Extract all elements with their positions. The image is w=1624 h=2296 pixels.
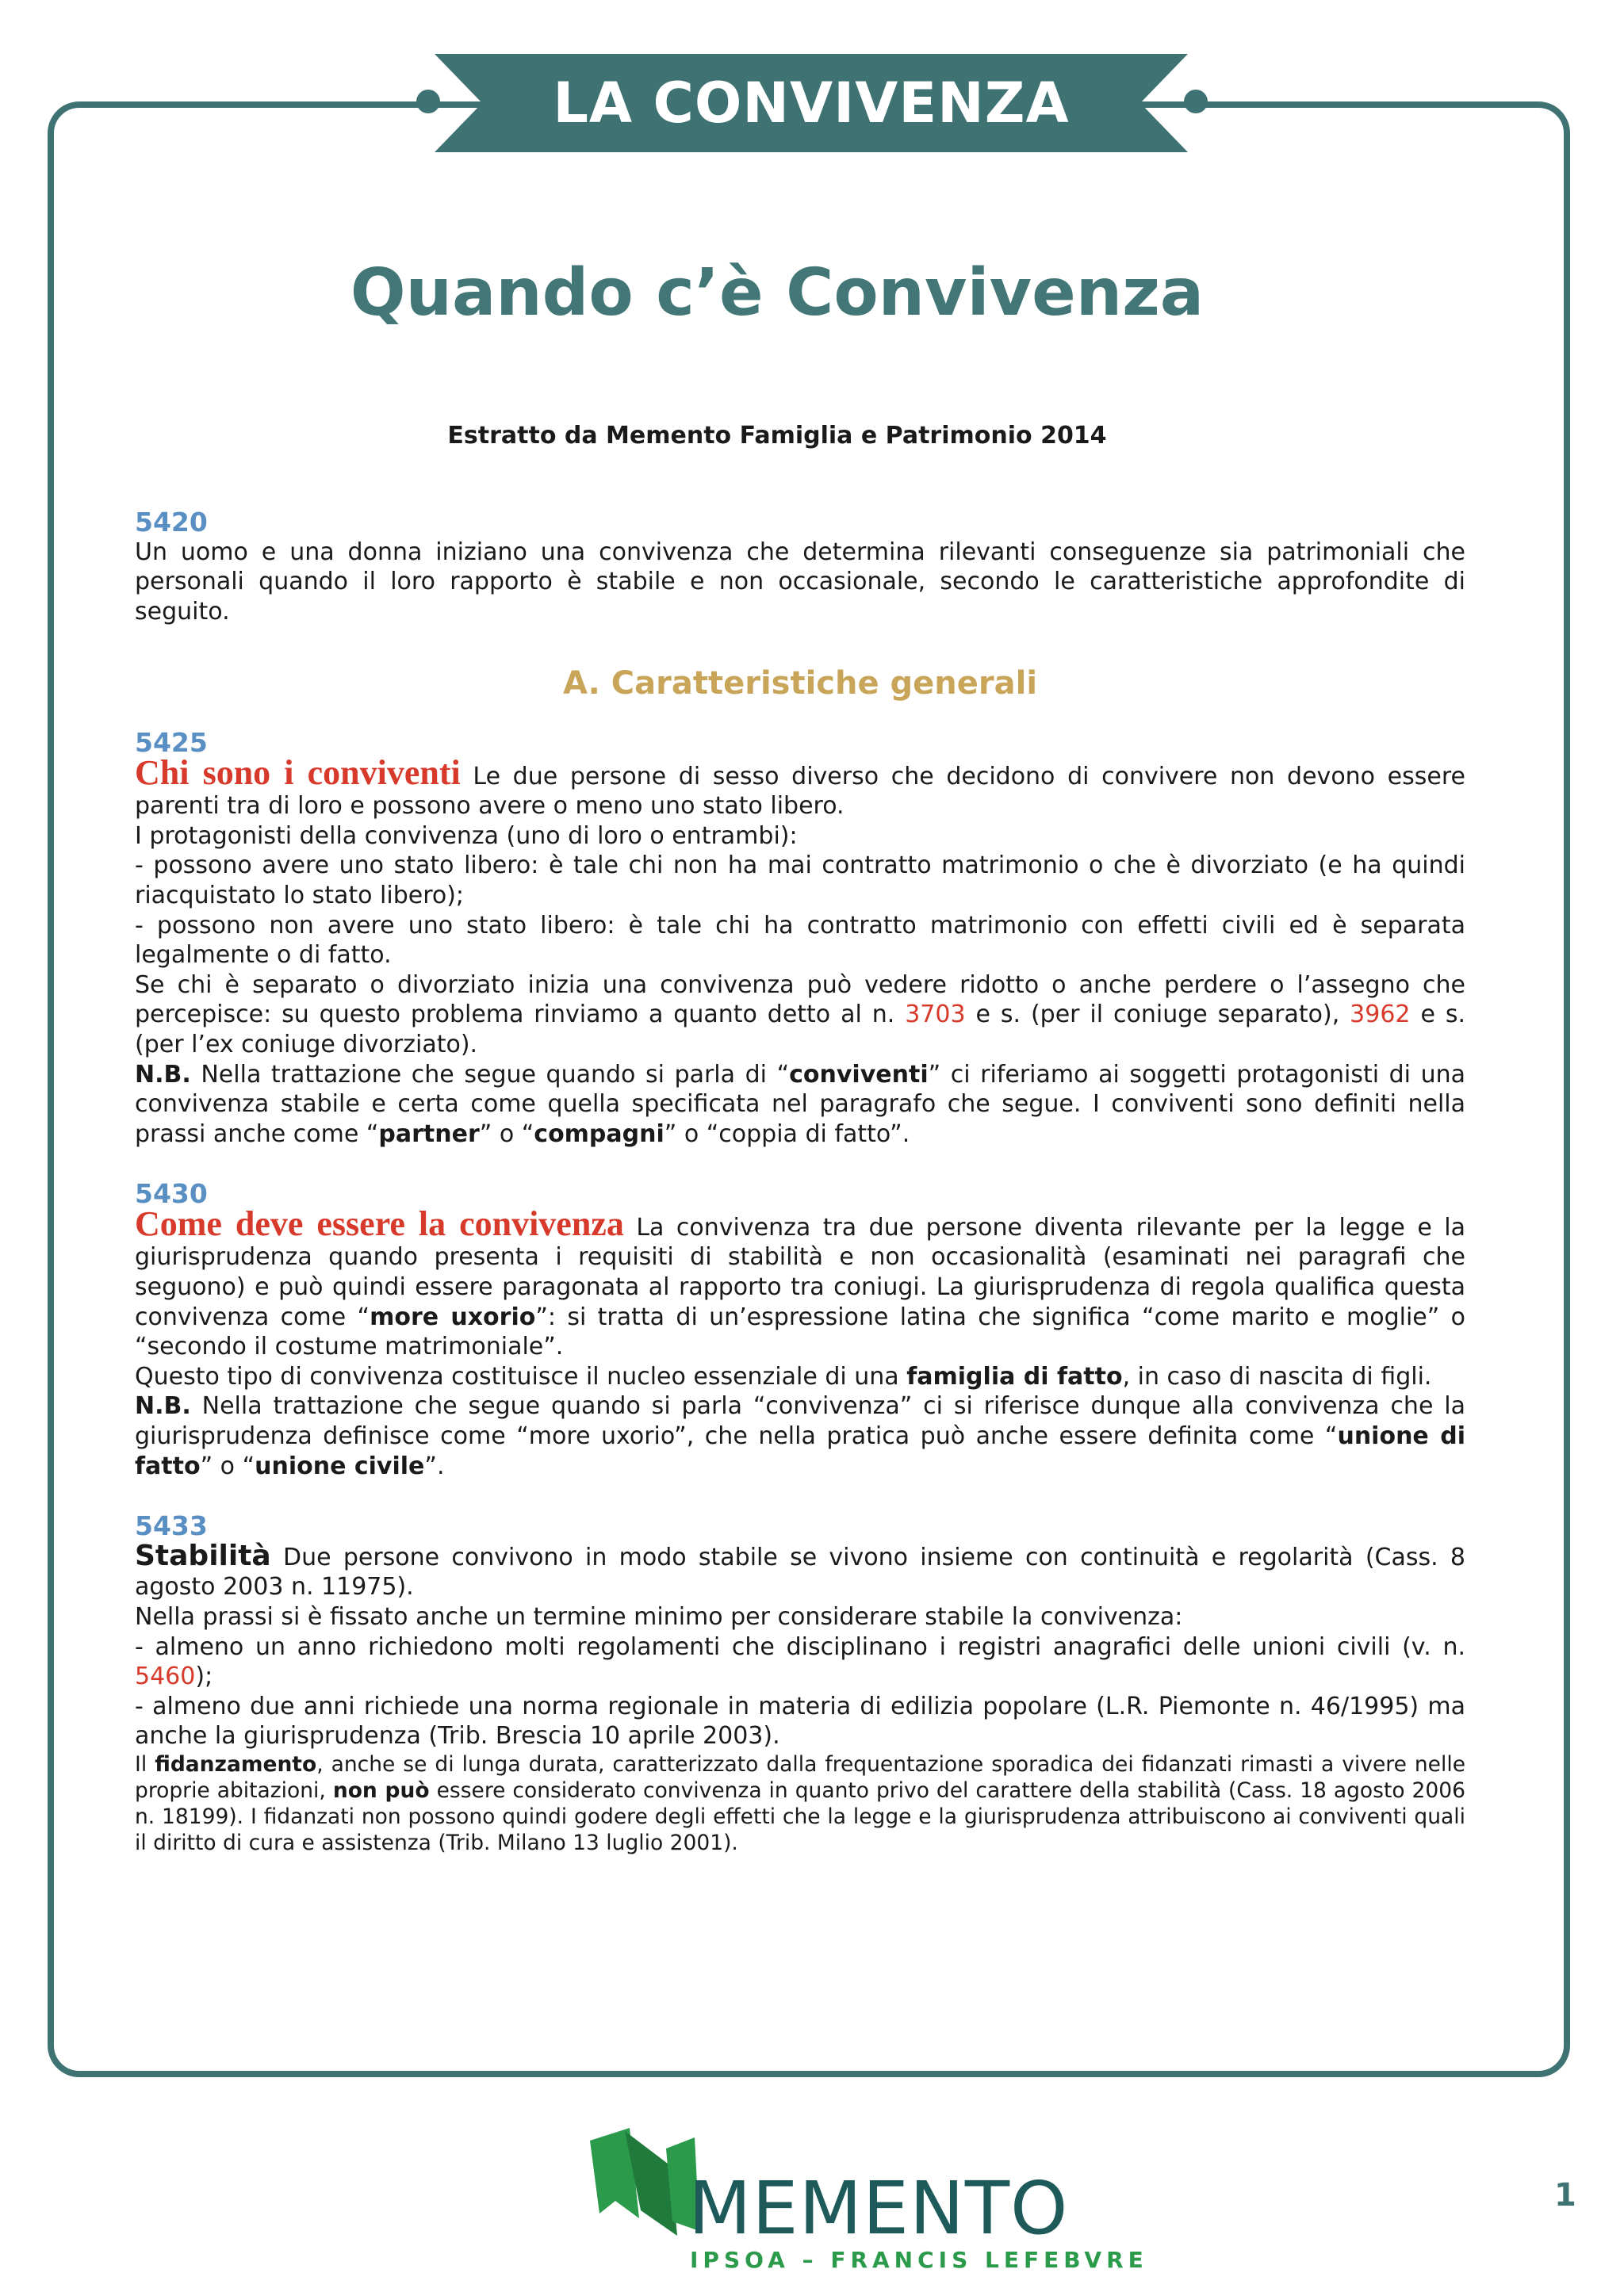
paragraph-number: 5425 [135,726,208,758]
text-run: Il [135,1751,155,1777]
text-run: e s. (per l’ex coniuge divorziato). [135,1001,1466,1058]
text-run: ” o “ [479,1119,534,1148]
bold-term: fidanzamento [155,1751,317,1777]
text-run: , in caso di nascita di figli. [1122,1362,1432,1391]
note-paragraph [135,1391,1465,1481]
text-run: e s. (per il coniuge separato), [965,1001,1350,1029]
banner-title: LA CONVIVENZA [553,71,1070,136]
paragraph-line: I protagonisti della convivenza (uno di loro o entrambi): [135,821,798,850]
text-run: Nella trattazione che segue quando si parla di “ [190,1060,790,1089]
nb-label: N.B. [135,1060,191,1089]
text-run: Le due persone di sesso diverso che decidono di convivere non devono essere parenti tra di loro e possono avere o meno uno stato libero. [135,762,1465,821]
cross-reference-link[interactable]: 3703 [905,1001,966,1029]
text-run: Questo tipo di convivenza costituisce il nucleo essenziale di una [135,1362,907,1391]
page-number: 1 [1554,2177,1576,2214]
text-run: essere considerato convivenza in quanto privo del carattere della stabilità (Cass. 18 agosto 2006 n. 18199). I fidanzati non possono quindi godere degli effetti che la legge e la giurisprudenza attribuiscono ai conviventi quali il diritto di cura e assistenza (Trib. Milano 13 luglio 2001). [135,1777,1465,1855]
list-item: - possono non avere uno stato libero: è tale chi ha contratto matrimonio con effetti civili ed è separata legalmente o di fatto. [135,911,1465,970]
paragraph-title: Chi sono i conviventi [135,752,461,792]
list-item [135,1632,1465,1692]
paragraph-number: 5430 [135,1178,208,1210]
paragraph-line [135,1362,1465,1392]
paragraph-title: Come deve essere la convivenza [135,1203,624,1243]
paragraph-body [135,1203,1466,1362]
bold-term: unione di fatto [135,1422,1465,1480]
text-run: Nella trattazione che segue quando si parla “convivenza” ci si riferisce dunque alla convivenza che la giurisprudenza definisce come “more uxorio”, che nella pratica può anche essere definita come “ [135,1392,1465,1451]
paragraph-title: Stabilità [135,1539,271,1572]
logo-subtitle: IPSOA – FRANCIS LEFEBVRE [690,2247,1148,2273]
nb-label: N.B. [135,1392,191,1421]
text-run: ”. [424,1452,445,1480]
bold-term: more uxorio [370,1303,536,1331]
page-title: Quando c’è Convivenza [350,255,1205,331]
page-subtitle: Estratto da Memento Famiglia e Patrimonio 2014 [447,422,1107,450]
document-body [135,507,1465,1856]
text-run: ” ci riferiamo ai soggetti protagonisti di una convivenza stabile e certa come quella specificata nel paragrafo che segue. I conviventi sono definiti nella prassi anche come “ [135,1060,1466,1148]
text-run: ” o “coppia di fatto”. [664,1119,910,1148]
logo-wordmark: MEMENTO [688,2166,1069,2251]
text-run: ” o “ [200,1452,255,1480]
text-run: - almeno un anno richiedono molti regolamenti che disciplinano i registri anagrafici delle unioni civili (v. n. [135,1632,1465,1661]
bold-term: conviventi [789,1060,929,1089]
section-heading: A. Caratteristiche generali [562,665,1038,702]
paragraph-body [135,1541,1465,1602]
text-run: ”: si tratta di un’espressione latina che significa “come marito e moglie” o “secondo il costume matrimoniale”. [135,1303,1466,1361]
list-item: - possono avere uno stato libero: è tale chi non ha mai contratto matrimonio o che è divorziato (e ha quindi riacquistato lo stato libero); [135,851,1465,909]
text-run: , anche se di lunga durata, caratterizzato dalla frequentazione sporadica dei fidanzati rimasti a vivere nelle proprie abitazioni, [135,1751,1466,1803]
cross-reference-link[interactable]: 3962 [1350,1001,1411,1029]
text-run: La convivenza tra due persone diventa rilevante per la legge e la giurisprudenza quando presenta i requisiti di stabilità e non occasionalità (esaminati nei paragrafi che seguono) e può quindi essere paragonata al rapporto tra coniugi. La giurisprudenza di regola qualifica questa convivenza come “ [135,1213,1465,1331]
indented-note [135,1751,1465,1856]
paragraph-line [135,970,1465,1060]
list-item: - almeno due anni richiede una norma regionale in materia di edilizia popolare (L.R. Piemonte n. 46/1995) ma anche la giurisprudenza (Trib. Brescia 10 aprile 2003). [135,1692,1465,1751]
bold-term: non può [332,1777,430,1803]
paragraph-text: Un uomo e una donna iniziano una convivenza che determina rilevanti conseguenze sia patrimoniali che personali quando il loro rapporto è stabile e non occasionale, secondo le caratteristiche approfondite di seguito. [135,538,1465,626]
cross-reference-link[interactable]: 5460 [135,1663,196,1691]
text-run: ); [195,1663,213,1691]
text-run: Due persone convivono in modo stabile se vivono insieme con continuità e regolarità (Cass. 8 agosto 2003 n. 11975). [135,1543,1465,1601]
bold-term: partner [378,1119,480,1148]
text-run: Se chi è separato o divorziato inizia una convivenza può vedere ridotto o anche perdere o l’assegno che percepisce: su questo problema rinviamo a quanto detto al n. [135,970,1465,1029]
paragraph-number: 5433 [135,1510,208,1542]
note-paragraph [135,1060,1465,1150]
paragraph-line: Nella prassi si è fissato anche un termine minimo per considerare stabile la convivenza: [135,1603,1183,1631]
paragraph-number: 5420 [135,507,208,538]
bold-term: compagni [534,1119,665,1148]
paragraph-body [135,752,1465,821]
bold-term: famiglia di fatto [906,1362,1123,1391]
bold-term: unione civile [255,1452,425,1480]
